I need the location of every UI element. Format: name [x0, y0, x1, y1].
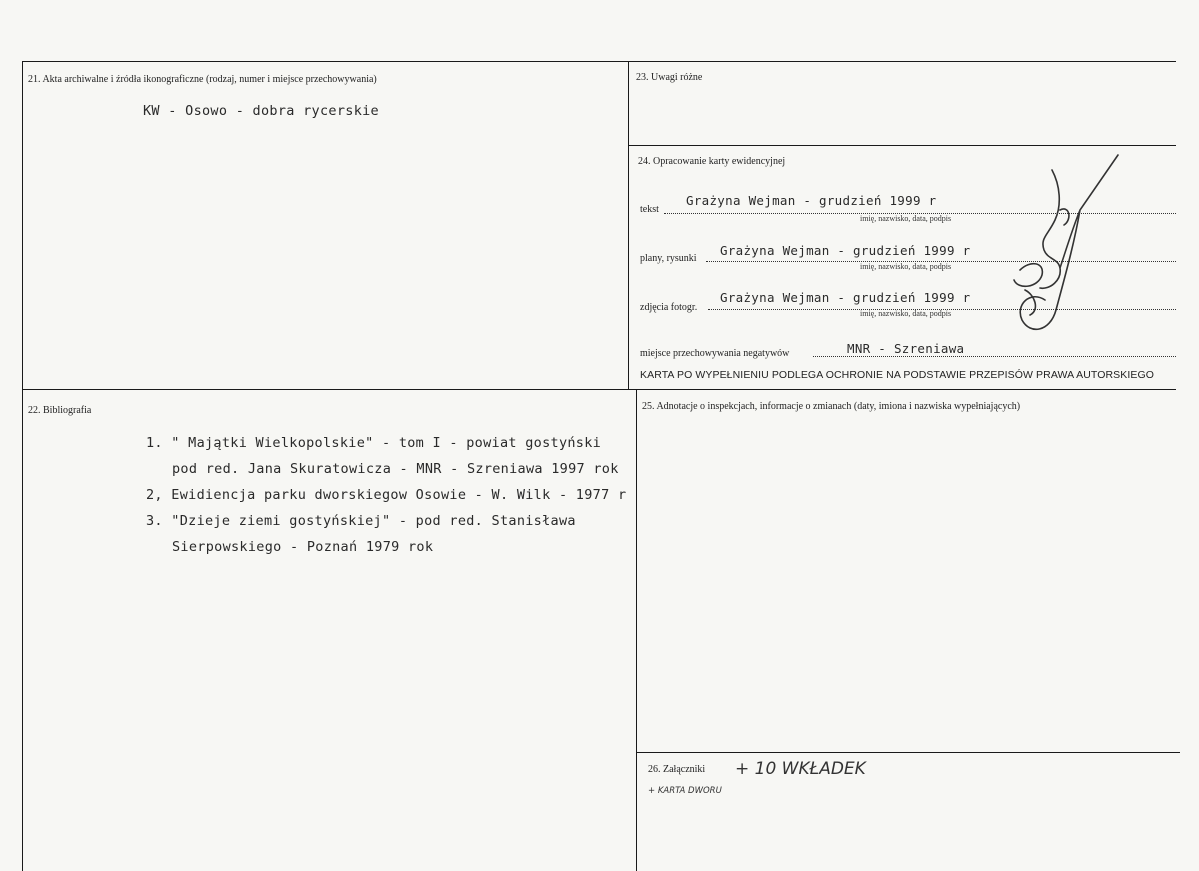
left-rule	[22, 61, 23, 871]
zdjecia-label: zdjęcia fotogr.	[640, 302, 698, 313]
tekst-caption: imię, nazwisko, data, podpis	[860, 214, 952, 223]
attachments-handwritten-sub: + KARTA DWORU	[648, 786, 722, 796]
signature-image	[1000, 150, 1130, 340]
top-rule	[22, 61, 1176, 62]
bibliography-line: Sierpowskiego - Poznań 1979 rok	[172, 539, 434, 555]
tekst-value: Grażyna Wejman - grudzień 1999 r	[686, 193, 937, 208]
bibliography-line: 1. " Majątki Wielkopolskie" - tom I - powiat gostyński	[146, 435, 602, 451]
middle-rule	[22, 389, 1176, 390]
zdjecia-value: Grażyna Wejman - grudzień 1999 r	[720, 290, 971, 305]
copyright-notice: KARTA PO WYPEŁNIENIU PODLEGA OCHRONIE NA PODSTAWIE PRZEPISÓW PRAWA AUTORSKIEGO	[640, 369, 1155, 381]
plany-caption: imię, nazwisko, data, podpis	[860, 262, 952, 271]
bibliography-line: 2, Ewidiencja parku dworskiegow Osowie - W. Wilk - 1977 r	[146, 487, 627, 503]
bibliography-line: pod red. Jana Skuratowicza - MNR - Szreniawa 1997 rok	[172, 461, 619, 477]
section-22-label: 22. Bibliografia	[28, 405, 92, 416]
section-25-label: 25. Adnotacje o inspekcjach, informacje o zmianach (daty, imiona i nazwiska wypełniających)	[642, 401, 1021, 412]
bibliography-line: 3. "Dzieje ziemi gostyńskiej" - pod red. Stanisława	[146, 513, 576, 529]
rule-25-26	[636, 752, 1180, 753]
plany-label: plany, rysunki	[640, 253, 697, 264]
miejsce-label: miejsce przechowywania negatywów	[640, 348, 790, 359]
rule-23-24	[628, 145, 1176, 146]
tekst-label: tekst	[640, 204, 659, 215]
section-21-content: KW - Osowo - dobra rycerskie	[143, 103, 379, 119]
section-23-label: 23. Uwagi różne	[636, 72, 703, 83]
section-24-label: 24. Opracowanie karty ewidencyjnej	[638, 156, 786, 167]
miejsce-dotted-line	[813, 356, 1176, 357]
center-rule-lower	[636, 389, 637, 871]
miejsce-value: MNR - Szreniawa	[847, 341, 965, 356]
section-21-label: 21. Akta archiwalne i źródła ikonograficzne (rodzaj, numer i miejsce przechowywania)	[28, 74, 377, 85]
zdjecia-caption: imię, nazwisko, data, podpis	[860, 309, 952, 318]
attachments-handwritten: + 10 WKŁADEK	[735, 759, 866, 779]
plany-value: Grażyna Wejman - grudzień 1999 r	[720, 243, 971, 258]
center-rule	[628, 61, 629, 389]
section-26-label: 26. Załączniki	[648, 764, 706, 775]
bibliography-list	[146, 430, 626, 560]
